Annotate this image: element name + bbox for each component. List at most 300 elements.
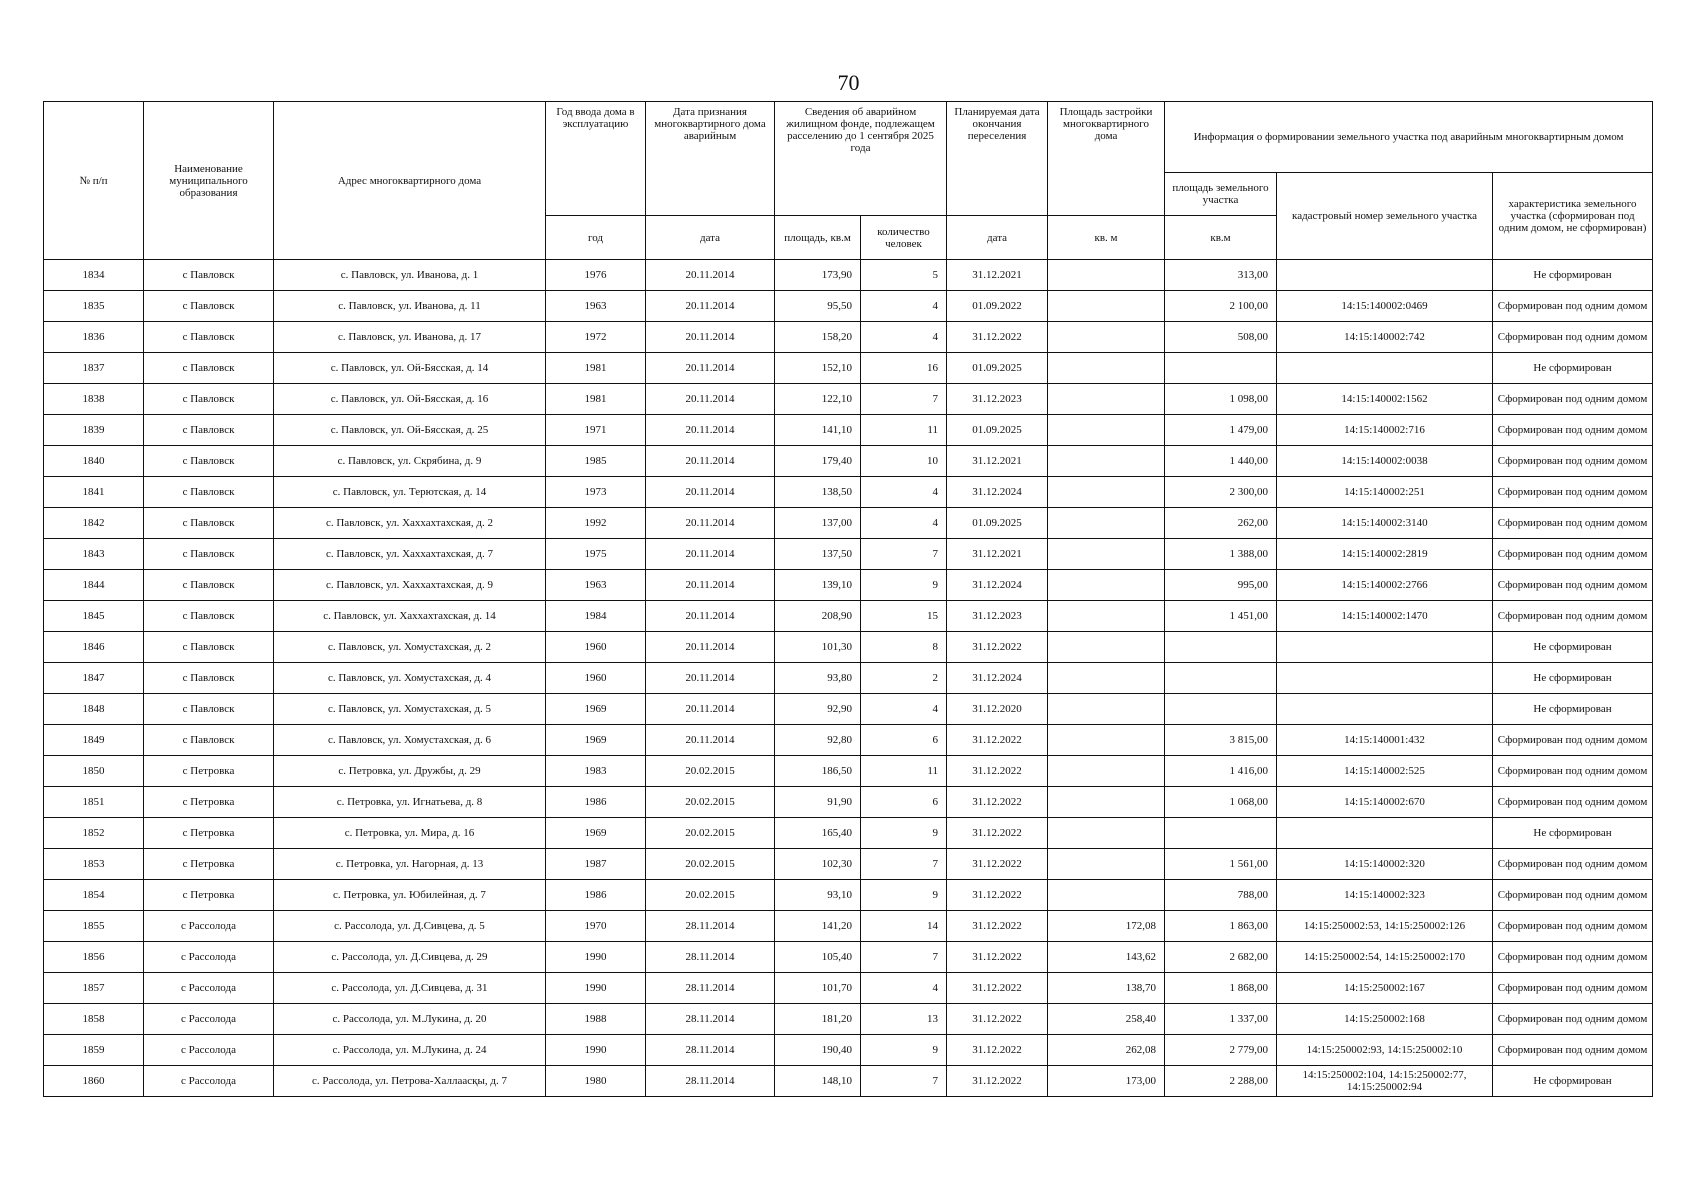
cell-people: 4 [861, 973, 947, 1004]
cell-no: 1843 [44, 539, 144, 570]
cell-building-area [1048, 508, 1165, 539]
cell-building-area [1048, 818, 1165, 849]
header-planned-date: Планируемая дата окончания переселения [947, 102, 1048, 216]
cell-planned-date: 31.12.2024 [947, 570, 1048, 601]
cell-address: с. Павловск, ул. Ой-Бясская, д. 16 [274, 384, 546, 415]
cell-planned-date: 31.12.2024 [947, 477, 1048, 508]
header-address: Адрес многоквартирного дома [274, 102, 546, 260]
cell-planned-date: 31.12.2021 [947, 539, 1048, 570]
cell-people: 7 [861, 384, 947, 415]
table-row [44, 570, 1653, 601]
cell-planned-date: 01.09.2025 [947, 508, 1048, 539]
cell-people: 16 [861, 353, 947, 384]
cell-land-area: 262,00 [1165, 508, 1277, 539]
cell-land-area: 2 779,00 [1165, 1035, 1277, 1066]
cell-no: 1852 [44, 818, 144, 849]
cell-area: 165,40 [775, 818, 861, 849]
cell-address: с. Рассолода, ул. М.Лукина, д. 20 [274, 1004, 546, 1035]
cell-municipality: с Петровка [144, 787, 274, 818]
table-row [44, 1035, 1653, 1066]
cell-year-built: 1976 [546, 260, 646, 291]
cell-year-built: 1975 [546, 539, 646, 570]
cell-address: с. Павловск, ул. Иванова, д. 11 [274, 291, 546, 322]
cell-municipality: с Петровка [144, 818, 274, 849]
table-row [44, 818, 1653, 849]
cell-land-area: 313,00 [1165, 260, 1277, 291]
cell-planned-date: 01.09.2025 [947, 415, 1048, 446]
cell-planned-date: 31.12.2022 [947, 973, 1048, 1004]
table-row [44, 973, 1653, 1004]
table-row [44, 477, 1653, 508]
cell-year-built: 1960 [546, 632, 646, 663]
cell-date-declared: 20.11.2014 [646, 446, 775, 477]
cell-cadastral: 14:15:140002:742 [1277, 322, 1493, 353]
cell-no: 1839 [44, 415, 144, 446]
cell-cadastral [1277, 818, 1493, 849]
cell-people: 11 [861, 756, 947, 787]
cell-year-built: 1990 [546, 973, 646, 1004]
cell-year-built: 1988 [546, 1004, 646, 1035]
table-row [44, 880, 1653, 911]
cell-cadastral: 14:15:250002:168 [1277, 1004, 1493, 1035]
cell-land-status: Не сформирован [1493, 260, 1653, 291]
cell-land-area: 788,00 [1165, 880, 1277, 911]
cell-date-declared: 28.11.2014 [646, 1066, 775, 1097]
table-row [44, 787, 1653, 818]
table-row [44, 415, 1653, 446]
cell-land-status: Сформирован под одним домом [1493, 384, 1653, 415]
cell-area: 138,50 [775, 477, 861, 508]
cell-building-area [1048, 353, 1165, 384]
cell-no: 1837 [44, 353, 144, 384]
unit-year: год [546, 216, 646, 260]
cell-date-declared: 20.11.2014 [646, 663, 775, 694]
cell-land-status: Сформирован под одним домом [1493, 1035, 1653, 1066]
table-row [44, 384, 1653, 415]
cell-year-built: 1963 [546, 291, 646, 322]
cell-municipality: с Рассолода [144, 1066, 274, 1097]
cell-date-declared: 20.02.2015 [646, 787, 775, 818]
cell-date-declared: 20.02.2015 [646, 849, 775, 880]
cell-people: 14 [861, 911, 947, 942]
table-row [44, 1004, 1653, 1035]
cell-address: с. Петровка, ул. Дружбы, д. 29 [274, 756, 546, 787]
cell-area: 92,90 [775, 694, 861, 725]
cell-people: 15 [861, 601, 947, 632]
cell-year-built: 1969 [546, 818, 646, 849]
cell-address: с. Петровка, ул. Игнатьева, д. 8 [274, 787, 546, 818]
cell-municipality: с Павловск [144, 446, 274, 477]
cell-address: с. Павловск, ул. Ой-Бясская, д. 14 [274, 353, 546, 384]
cell-planned-date: 01.09.2025 [947, 353, 1048, 384]
cell-address: с. Рассолода, ул. Д.Сивцева, д. 31 [274, 973, 546, 1004]
cell-people: 9 [861, 818, 947, 849]
unit-area: площадь, кв.м [775, 216, 861, 260]
cell-planned-date: 31.12.2022 [947, 1066, 1048, 1097]
cell-address: с. Петровка, ул. Мира, д. 16 [274, 818, 546, 849]
cell-address: с. Павловск, ул. Скрябина, д. 9 [274, 446, 546, 477]
cell-planned-date: 31.12.2022 [947, 880, 1048, 911]
cell-land-status: Сформирован под одним домом [1493, 787, 1653, 818]
cell-address: с. Павловск, ул. Терютская, д. 14 [274, 477, 546, 508]
cell-building-area [1048, 694, 1165, 725]
cell-people: 7 [861, 849, 947, 880]
cell-address: с. Рассолода, ул. Д.Сивцева, д. 29 [274, 942, 546, 973]
cell-address: с. Павловск, ул. Хаххахтахская, д. 2 [274, 508, 546, 539]
cell-planned-date: 31.12.2022 [947, 632, 1048, 663]
cell-people: 4 [861, 508, 947, 539]
header-no: № п/п [44, 102, 144, 260]
cell-building-area [1048, 539, 1165, 570]
cell-year-built: 1971 [546, 415, 646, 446]
cell-date-declared: 28.11.2014 [646, 911, 775, 942]
table-row [44, 446, 1653, 477]
cell-year-built: 1970 [546, 911, 646, 942]
cell-date-declared: 20.11.2014 [646, 725, 775, 756]
table-row [44, 632, 1653, 663]
cell-area: 102,30 [775, 849, 861, 880]
cell-area: 92,80 [775, 725, 861, 756]
cell-area: 101,30 [775, 632, 861, 663]
cell-area: 101,70 [775, 973, 861, 1004]
cell-address: с. Павловск, ул. Хомустахская, д. 2 [274, 632, 546, 663]
cell-no: 1848 [44, 694, 144, 725]
cell-land-area: 995,00 [1165, 570, 1277, 601]
table-row [44, 849, 1653, 880]
cell-cadastral: 14:15:250002:54, 14:15:250002:170 [1277, 942, 1493, 973]
cell-cadastral [1277, 632, 1493, 663]
cell-municipality: с Павловск [144, 322, 274, 353]
cell-year-built: 1990 [546, 1035, 646, 1066]
cell-land-status: Сформирован под одним домом [1493, 446, 1653, 477]
cell-address: с. Павловск, ул. Иванова, д. 1 [274, 260, 546, 291]
cell-building-area: 258,40 [1048, 1004, 1165, 1035]
cell-municipality: с Павловск [144, 291, 274, 322]
cell-people: 9 [861, 1035, 947, 1066]
header-municipality: Наименование муниципального образования [144, 102, 274, 260]
cell-date-declared: 28.11.2014 [646, 1004, 775, 1035]
cell-land-area: 1 451,00 [1165, 601, 1277, 632]
cell-municipality: с Павловск [144, 384, 274, 415]
cell-planned-date: 31.12.2021 [947, 446, 1048, 477]
cell-address: с. Павловск, ул. Хаххахтахская, д. 9 [274, 570, 546, 601]
table-row [44, 725, 1653, 756]
cell-cadastral: 14:15:140002:716 [1277, 415, 1493, 446]
cell-planned-date: 31.12.2020 [947, 694, 1048, 725]
unit-planned-date: дата [947, 216, 1048, 260]
header-year-built: Год ввода дома в эксплуатацию [546, 102, 646, 216]
cell-date-declared: 20.11.2014 [646, 632, 775, 663]
cell-area: 91,90 [775, 787, 861, 818]
cell-date-declared: 20.11.2014 [646, 508, 775, 539]
cell-area: 122,10 [775, 384, 861, 415]
cell-date-declared: 20.02.2015 [646, 880, 775, 911]
cell-year-built: 1963 [546, 570, 646, 601]
cell-building-area [1048, 446, 1165, 477]
cell-cadastral [1277, 260, 1493, 291]
table-row [44, 601, 1653, 632]
cell-land-status: Не сформирован [1493, 1066, 1653, 1097]
cell-no: 1845 [44, 601, 144, 632]
cell-cadastral: 14:15:250002:53, 14:15:250002:126 [1277, 911, 1493, 942]
cell-address: с. Павловск, ул. Иванова, д. 17 [274, 322, 546, 353]
cell-building-area: 172,08 [1048, 911, 1165, 942]
cell-land-status: Сформирован под одним домом [1493, 601, 1653, 632]
cell-year-built: 1972 [546, 322, 646, 353]
cell-people: 4 [861, 477, 947, 508]
cell-land-status: Сформирован под одним домом [1493, 508, 1653, 539]
cell-building-area [1048, 570, 1165, 601]
cell-area: 186,50 [775, 756, 861, 787]
table-row [44, 260, 1653, 291]
cell-land-area: 1 098,00 [1165, 384, 1277, 415]
cell-date-declared: 20.11.2014 [646, 384, 775, 415]
cell-address: с. Павловск, ул. Хаххахтахская, д. 7 [274, 539, 546, 570]
cell-address: с. Петровка, ул. Нагорная, д. 13 [274, 849, 546, 880]
cell-people: 7 [861, 1066, 947, 1097]
cell-building-area [1048, 632, 1165, 663]
table-row [44, 353, 1653, 384]
cell-date-declared: 20.11.2014 [646, 415, 775, 446]
cell-no: 1841 [44, 477, 144, 508]
cell-address: с. Павловск, ул. Хомустахская, д. 6 [274, 725, 546, 756]
cell-address: с. Рассолода, ул. Петрова-Халлаасқы, д. 7 [274, 1066, 546, 1097]
cell-no: 1847 [44, 663, 144, 694]
cell-no: 1834 [44, 260, 144, 291]
cell-no: 1846 [44, 632, 144, 663]
cell-land-area: 1 440,00 [1165, 446, 1277, 477]
cell-people: 4 [861, 322, 947, 353]
cell-planned-date: 31.12.2022 [947, 942, 1048, 973]
cell-people: 9 [861, 880, 947, 911]
cell-building-area: 143,62 [1048, 942, 1165, 973]
header-cadastral: кадастровый номер земельного участка [1277, 173, 1493, 260]
cell-land-status: Не сформирован [1493, 353, 1653, 384]
cell-land-area: 1 388,00 [1165, 539, 1277, 570]
cell-no: 1840 [44, 446, 144, 477]
cell-no: 1856 [44, 942, 144, 973]
unit-building-area: кв. м [1048, 216, 1165, 260]
cell-cadastral: 14:15:140002:2819 [1277, 539, 1493, 570]
cell-planned-date: 31.12.2023 [947, 601, 1048, 632]
cell-area: 93,80 [775, 663, 861, 694]
cell-cadastral: 14:15:250002:104, 14:15:250002:77, 14:15:250002:94 [1277, 1066, 1493, 1097]
header-building-area: Площадь застройки многоквартирного дома [1048, 102, 1165, 216]
cell-municipality: с Павловск [144, 663, 274, 694]
cell-address: с. Павловск, ул. Хаххахтахская, д. 14 [274, 601, 546, 632]
table-body [44, 260, 1653, 1097]
cell-year-built: 1969 [546, 725, 646, 756]
cell-people: 11 [861, 415, 947, 446]
cell-year-built: 1984 [546, 601, 646, 632]
cell-address: с. Павловск, ул. Хомустахская, д. 5 [274, 694, 546, 725]
cell-land-status: Сформирован под одним домом [1493, 539, 1653, 570]
cell-cadastral: 14:15:140002:3140 [1277, 508, 1493, 539]
cell-building-area: 173,00 [1048, 1066, 1165, 1097]
cell-land-area: 1 863,00 [1165, 911, 1277, 942]
cell-year-built: 1960 [546, 663, 646, 694]
emergency-housing-table [43, 101, 1653, 1097]
cell-cadastral: 14:15:140002:670 [1277, 787, 1493, 818]
table-row [44, 911, 1653, 942]
cell-area: 95,50 [775, 291, 861, 322]
cell-land-status: Сформирован под одним домом [1493, 849, 1653, 880]
unit-date: дата [646, 216, 775, 260]
cell-area: 93,10 [775, 880, 861, 911]
cell-planned-date: 31.12.2023 [947, 384, 1048, 415]
cell-date-declared: 20.11.2014 [646, 601, 775, 632]
cell-building-area [1048, 849, 1165, 880]
cell-area: 105,40 [775, 942, 861, 973]
cell-no: 1854 [44, 880, 144, 911]
table-row [44, 1066, 1653, 1097]
cell-land-status: Сформирован под одним домом [1493, 725, 1653, 756]
cell-address: с. Рассолода, ул. М.Лукина, д. 24 [274, 1035, 546, 1066]
cell-area: 148,10 [775, 1066, 861, 1097]
cell-year-built: 1973 [546, 477, 646, 508]
cell-address: с. Павловск, ул. Хомустахская, д. 4 [274, 663, 546, 694]
cell-municipality: с Павловск [144, 353, 274, 384]
unit-land-area: кв.м [1165, 216, 1277, 260]
cell-land-status: Сформирован под одним домом [1493, 291, 1653, 322]
cell-land-area: 1 479,00 [1165, 415, 1277, 446]
cell-municipality: с Павловск [144, 508, 274, 539]
cell-municipality: с Павловск [144, 601, 274, 632]
header-land-area: площадь земельного участка [1165, 173, 1277, 216]
header-land-info: Информация о формировании земельного участка под аварийным многоквартирным домом [1165, 102, 1653, 173]
cell-no: 1851 [44, 787, 144, 818]
cell-date-declared: 20.11.2014 [646, 694, 775, 725]
cell-date-declared: 20.02.2015 [646, 818, 775, 849]
cell-people: 6 [861, 725, 947, 756]
cell-municipality: с Павловск [144, 260, 274, 291]
cell-municipality: с Павловск [144, 725, 274, 756]
cell-date-declared: 20.11.2014 [646, 322, 775, 353]
cell-land-status: Не сформирован [1493, 663, 1653, 694]
cell-planned-date: 31.12.2022 [947, 911, 1048, 942]
header-date-declared: Дата признания многоквартирного дома аварийным [646, 102, 775, 216]
cell-cadastral: 14:15:140002:2766 [1277, 570, 1493, 601]
cell-date-declared: 20.11.2014 [646, 260, 775, 291]
cell-area: 152,10 [775, 353, 861, 384]
cell-land-status: Сформирован под одним домом [1493, 911, 1653, 942]
cell-land-area [1165, 694, 1277, 725]
cell-land-area: 1 416,00 [1165, 756, 1277, 787]
cell-land-area: 2 300,00 [1165, 477, 1277, 508]
cell-area: 158,20 [775, 322, 861, 353]
cell-municipality: с Рассолода [144, 911, 274, 942]
cell-no: 1859 [44, 1035, 144, 1066]
cell-building-area [1048, 725, 1165, 756]
cell-municipality: с Павловск [144, 539, 274, 570]
cell-people: 6 [861, 787, 947, 818]
cell-people: 5 [861, 260, 947, 291]
cell-date-declared: 20.11.2014 [646, 477, 775, 508]
cell-no: 1844 [44, 570, 144, 601]
cell-no: 1857 [44, 973, 144, 1004]
cell-land-area: 1 337,00 [1165, 1004, 1277, 1035]
cell-cadastral: 14:15:140001:432 [1277, 725, 1493, 756]
cell-people: 8 [861, 632, 947, 663]
cell-land-area: 3 815,00 [1165, 725, 1277, 756]
cell-land-area: 508,00 [1165, 322, 1277, 353]
cell-date-declared: 20.11.2014 [646, 291, 775, 322]
cell-people: 7 [861, 539, 947, 570]
cell-land-status: Сформирован под одним домом [1493, 415, 1653, 446]
cell-address: с. Петровка, ул. Юбилейная, д. 7 [274, 880, 546, 911]
table-row [44, 508, 1653, 539]
cell-planned-date: 31.12.2022 [947, 1004, 1048, 1035]
cell-land-status: Сформирован под одним домом [1493, 942, 1653, 973]
cell-municipality: с Павловск [144, 632, 274, 663]
cell-people: 10 [861, 446, 947, 477]
cell-land-status: Не сформирован [1493, 694, 1653, 725]
cell-building-area [1048, 663, 1165, 694]
cell-date-declared: 28.11.2014 [646, 942, 775, 973]
cell-land-status: Сформирован под одним домом [1493, 570, 1653, 601]
cell-people: 9 [861, 570, 947, 601]
cell-year-built: 1990 [546, 942, 646, 973]
cell-land-area: 1 868,00 [1165, 973, 1277, 1004]
cell-area: 208,90 [775, 601, 861, 632]
cell-no: 1835 [44, 291, 144, 322]
cell-land-status: Сформирован под одним домом [1493, 322, 1653, 353]
cell-no: 1860 [44, 1066, 144, 1097]
cell-building-area: 262,08 [1048, 1035, 1165, 1066]
cell-year-built: 1981 [546, 353, 646, 384]
cell-no: 1836 [44, 322, 144, 353]
cell-address: с. Рассолода, ул. Д.Сивцева, д. 5 [274, 911, 546, 942]
cell-land-area: 2 288,00 [1165, 1066, 1277, 1097]
cell-no: 1838 [44, 384, 144, 415]
cell-building-area [1048, 601, 1165, 632]
cell-planned-date: 31.12.2021 [947, 260, 1048, 291]
cell-area: 181,20 [775, 1004, 861, 1035]
cell-cadastral: 14:15:250002:167 [1277, 973, 1493, 1004]
cell-cadastral: 14:15:250002:93, 14:15:250002:10 [1277, 1035, 1493, 1066]
cell-building-area [1048, 260, 1165, 291]
cell-municipality: с Павловск [144, 694, 274, 725]
cell-year-built: 1987 [546, 849, 646, 880]
cell-land-status: Сформирован под одним домом [1493, 1004, 1653, 1035]
cell-building-area [1048, 384, 1165, 415]
cell-area: 141,10 [775, 415, 861, 446]
cell-building-area [1048, 756, 1165, 787]
cell-municipality: с Рассолода [144, 1004, 274, 1035]
cell-land-status: Не сформирован [1493, 818, 1653, 849]
table-row [44, 663, 1653, 694]
cell-year-built: 1983 [546, 756, 646, 787]
table-row [44, 942, 1653, 973]
cell-planned-date: 01.09.2022 [947, 291, 1048, 322]
cell-land-area [1165, 663, 1277, 694]
cell-cadastral [1277, 694, 1493, 725]
cell-building-area: 138,70 [1048, 973, 1165, 1004]
cell-area: 139,10 [775, 570, 861, 601]
cell-planned-date: 31.12.2022 [947, 725, 1048, 756]
page-number: 70 [837, 70, 860, 95]
cell-cadastral: 14:15:140002:525 [1277, 756, 1493, 787]
cell-building-area [1048, 322, 1165, 353]
cell-land-area: 2 100,00 [1165, 291, 1277, 322]
cell-land-status: Сформирован под одним домом [1493, 880, 1653, 911]
table-row [44, 322, 1653, 353]
cell-no: 1842 [44, 508, 144, 539]
cell-cadastral: 14:15:140002:1562 [1277, 384, 1493, 415]
cell-date-declared: 20.11.2014 [646, 570, 775, 601]
cell-planned-date: 31.12.2022 [947, 787, 1048, 818]
cell-people: 4 [861, 291, 947, 322]
